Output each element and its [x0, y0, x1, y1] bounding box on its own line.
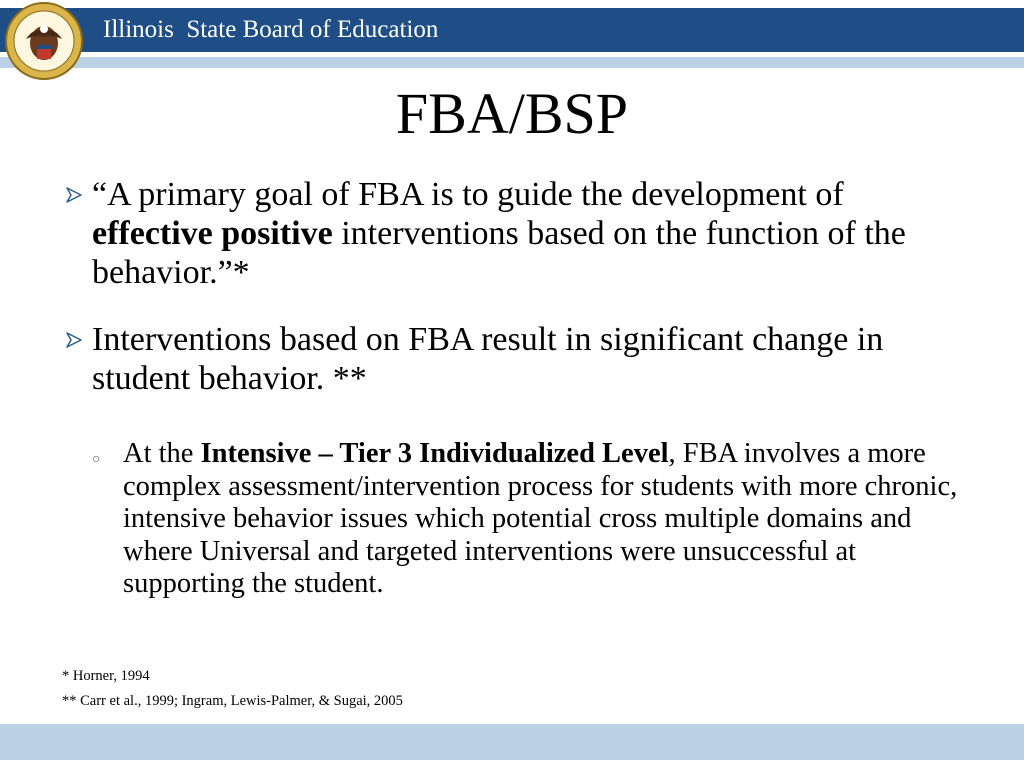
- sub-bullet-bold-text: Intensive – Tier 3 Individualized Level: [200, 438, 669, 469]
- arrow-bullet-icon: [64, 185, 84, 205]
- org-name: Illinois State Board of Education: [103, 16, 439, 43]
- bullet-bold-text: effective positive: [92, 215, 333, 252]
- circle-bullet-icon: ○: [92, 450, 101, 466]
- bullet-goal-of-fba: [92, 175, 972, 292]
- footnote-carr: ** Carr et al., 1999; Ingram, Lewis-Palmer, & Sugai, 2005: [62, 693, 403, 709]
- bullet-text: “A primary goal of FBA is to guide the development of: [92, 176, 844, 213]
- header-stripe: [0, 57, 1024, 68]
- footer-bar: [0, 724, 1024, 760]
- footnote-horner: * Horner, 1994: [62, 668, 150, 684]
- sub-bullet-intensive-tier: [123, 438, 983, 601]
- slide-title: FBA/BSP: [395, 81, 629, 146]
- state-seal-icon: [4, 1, 84, 81]
- arrow-bullet-icon: [64, 330, 84, 350]
- bullet-text: interventions based on the function of the behavior.”*: [92, 215, 906, 291]
- sub-bullet-text: At the: [123, 438, 201, 469]
- bullet-interventions: Interventions based on FBA result in significant change in student behavior. **: [92, 321, 884, 397]
- sub-bullet-text: , FBA involves a more complex assessment/intervention process for students with more chronic, intensive behavior issues which potential cross multiple domains and where Universal and targeted interventions were unsuccessful at supporting the student.: [123, 438, 958, 600]
